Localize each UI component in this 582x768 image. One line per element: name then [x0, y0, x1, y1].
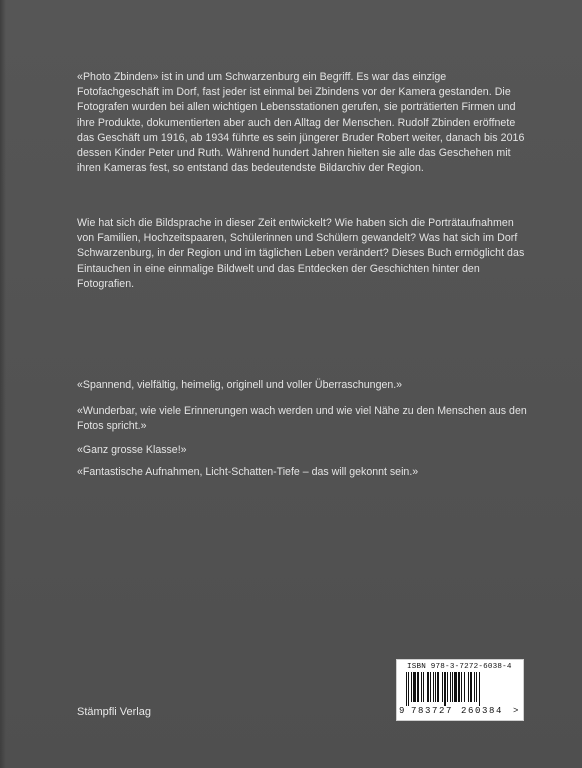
barcode-bar	[452, 672, 453, 702]
ean-digit-first: 9	[399, 706, 405, 716]
barcode-bar	[468, 672, 469, 702]
isbn-barcode	[396, 659, 524, 721]
barcode-bar	[413, 672, 416, 702]
barcode-bar	[454, 672, 457, 702]
barcode-bar	[450, 672, 451, 702]
barcode-bars-icon	[406, 672, 510, 706]
barcode-bar	[464, 672, 465, 702]
review-quote-1: «Spannend, vielfältig, heimelig, originell und voller Überraschungen.»	[77, 379, 403, 391]
barcode-bar	[430, 672, 431, 702]
ean-marker: >	[513, 706, 519, 716]
barcode-bar	[444, 672, 446, 706]
ean-digits-right: 260384	[461, 706, 504, 716]
ean-digits-left: 783727	[411, 706, 454, 716]
review-quote-2: «Wunderbar, wie viele Erinnerungen wach werden und wie viel Nähe zu den Menschen aus den Fotos spricht.»	[77, 405, 527, 433]
barcode-bar	[442, 672, 443, 702]
barcode-bar	[411, 672, 412, 702]
barcode-bar	[470, 672, 472, 702]
barcode-bar	[437, 672, 439, 702]
barcode-bar	[417, 672, 419, 702]
barcode-bar	[435, 672, 436, 702]
spine-shadow	[0, 0, 6, 768]
blurb-paragraph-1: «Photo Zbinden» ist in und um Schwarzenburg ein Begriff. Es war das einzige Fotofachgeschäft im Dorf, fast jeder ist einmal bei Zbindens vor der Kamera gestanden. Die Fotografen wurden bei allen wichtigen Lebensstationen gerufen, sie porträtierten Firmen und ihre Produkte, dokumentierten aber auch den Alltag der Menschen. Rudolf Zbinden eröffnete das Geschäft um 1916, ab 1934 führte es sein jüngerer Bruder Robert weiter, danach bis 2016 dessen Kinder Peter und Ruth. Während hundert Jahren hielten sie alle das Geschehen mit ihren Kameras fest, so entstand das bedeutendste Bildarchiv der Region.	[77, 71, 525, 175]
barcode-bar	[421, 672, 422, 702]
isbn-label: ISBN 978-3-7272-6038-4	[407, 663, 512, 671]
barcode-bar	[474, 672, 475, 702]
barcode-bar	[406, 672, 407, 706]
blurb-paragraph-2: Wie hat sich die Bildsprache in dieser Zeit entwickelt? Wie haben sich die Porträtaufnahmen von Familien, Hochzeitspaaren, Schülerinnen und Schülern gewandelt? Was hat sich im Dorf Schwarzenburg, in der Region und im täglichen Leben verändert? Dieses Buch ermöglicht das Eintauchen in eine einmalige Bildwelt und das Entdecken der Geschichten hinter den Fotografien.	[77, 217, 525, 290]
barcode-bar	[433, 672, 434, 702]
barcode-bar	[476, 672, 477, 702]
barcode-bar	[479, 672, 480, 706]
review-quote-4: «Fantastische Aufnahmen, Licht-Schatten-Tiefe – das will gekonnt sein.»	[77, 466, 419, 478]
barcode-bar	[423, 672, 424, 702]
barcode-bar	[408, 672, 409, 706]
publisher-name: Stämpfli Verlag	[77, 706, 151, 718]
barcode-bar	[461, 672, 462, 702]
barcode-bar	[447, 672, 448, 702]
review-quote-3: «Ganz grosse Klasse!»	[77, 444, 187, 456]
barcode-bar	[427, 672, 429, 702]
barcode-bar	[458, 672, 460, 702]
